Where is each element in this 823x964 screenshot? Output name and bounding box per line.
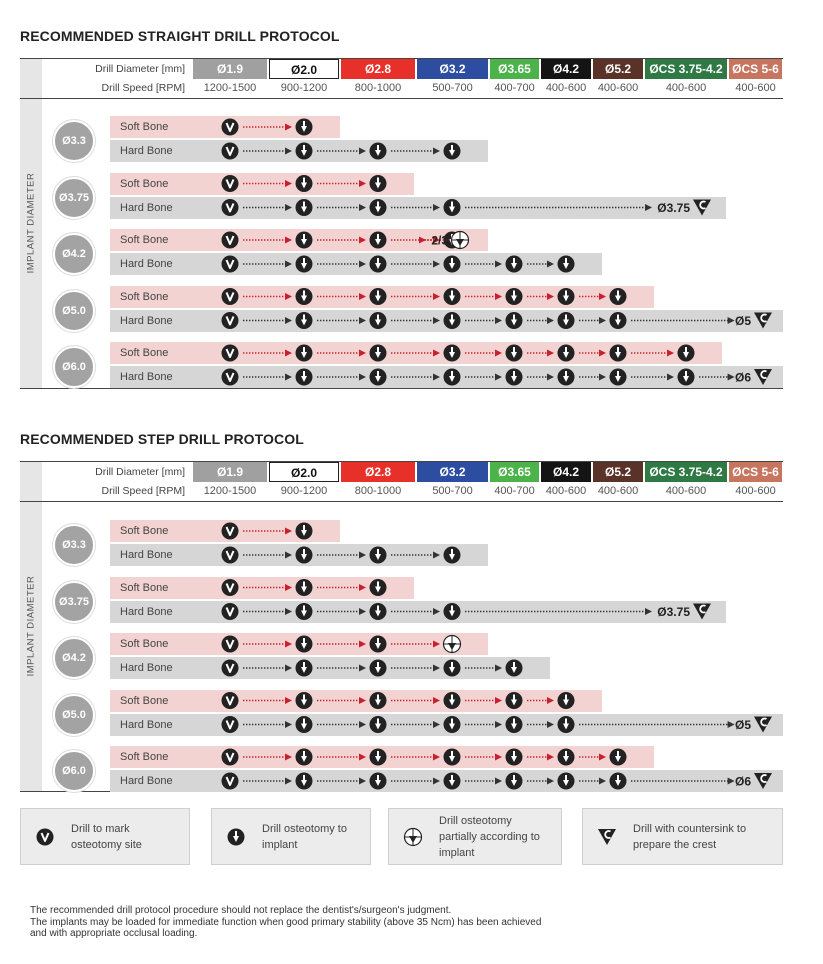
full-drill-icon [296, 660, 313, 677]
legend-text-line: prepare the crest [633, 838, 717, 851]
implant-diameter-badge: Ø3.3 [53, 524, 95, 566]
hard-step-arrow [579, 721, 735, 728]
drill-diameter-2: Ø2.8 [341, 462, 415, 482]
full-drill-icon [558, 773, 575, 790]
footnote [30, 905, 541, 940]
soft-bone-label: Soft Bone [120, 347, 169, 359]
hard-step-arrow [631, 778, 735, 785]
soft-bone-label: Soft Bone [120, 694, 169, 707]
drill-diameter-0: Ø1.9 [193, 59, 267, 79]
drill-speed-6: 400-600 [597, 485, 639, 497]
hard-step-arrow [465, 608, 652, 615]
full-drill-icon [444, 603, 461, 620]
soft-step-arrow [243, 754, 292, 761]
drill-diameter-8: ØCS 5-6 [729, 462, 782, 482]
soft-bone-label: Soft Bone [120, 234, 169, 246]
soft-step-arrow [317, 697, 366, 704]
mark-drill-icon [37, 829, 54, 846]
mark-drill-icon [222, 773, 239, 790]
mark-drill-icon [222, 716, 239, 733]
implant-diameter-badge: Ø3.75 [53, 581, 95, 623]
full-drill-icon [296, 523, 313, 540]
hard-step-arrow [317, 608, 366, 615]
hard-step-arrow [243, 552, 292, 559]
full-drill-icon [444, 660, 461, 677]
full-drill-icon [370, 603, 387, 620]
full-drill-icon [296, 547, 313, 564]
hard-step-arrow [527, 778, 554, 785]
drill-diameter-6: Ø5.2 [593, 59, 643, 79]
drill-speed-8: 400-600 [735, 82, 776, 94]
hard-step-arrow [391, 721, 440, 728]
legend-icon [587, 809, 627, 866]
hard-step-arrow [465, 665, 502, 672]
soft-step-arrow [317, 641, 366, 648]
full-drill-icon [370, 547, 387, 564]
hard-bone-label: Hard Bone [120, 371, 173, 383]
countersink-label: Ø3.75 [657, 605, 690, 619]
full-drill-icon [506, 716, 523, 733]
soft-bone-label: Soft Bone [120, 121, 169, 133]
hard-step-arrow [579, 778, 606, 785]
drill-speed-5: 400-600 [545, 82, 587, 94]
hard-step-arrow [243, 608, 292, 615]
mark-drill-icon [222, 660, 239, 677]
hard-step-arrow [243, 721, 292, 728]
implant-diameter-label: IMPLANT DIAMETER [25, 172, 37, 274]
soft-step-arrow [243, 697, 292, 704]
legend-item [582, 808, 783, 865]
drill-diameter-3: Ø3.2 [417, 462, 488, 482]
footnote-line: The recommended drill protocol procedure should not replace the dentist's/surgeon's judgment. [30, 905, 452, 916]
soft-bone-label: Soft Bone [120, 751, 169, 763]
drill-speed-7: 400-600 [665, 82, 707, 94]
soft-step-arrow [391, 697, 440, 704]
legend-text [633, 821, 746, 853]
hard-step-arrow [243, 778, 292, 785]
soft-step-arrow [243, 528, 292, 535]
countersink-label: Ø5 [734, 718, 751, 732]
drill-speed-8: 400-600 [735, 485, 776, 497]
legend-text [439, 813, 540, 861]
hard-step-arrow [465, 721, 502, 728]
legend-text-line: partially according to [439, 830, 540, 843]
hard-step-arrow [527, 721, 554, 728]
full-drill-icon [370, 716, 387, 733]
drill-speed-5: 400-600 [545, 485, 587, 497]
drill-diameter-4: Ø3.65 [490, 59, 539, 79]
full-drill-icon [444, 773, 461, 790]
legend-icon [25, 809, 65, 866]
countersink-icon [754, 717, 772, 733]
footnote-line: and with appropriate occlusal loading. [30, 928, 198, 939]
drill-diameter-5: Ø4.2 [541, 59, 591, 79]
hard-bone-label: Hard Bone [120, 549, 173, 561]
drill-speed-2: 800-1000 [354, 485, 402, 497]
implant-diameter-badge: Ø5.0 [53, 290, 95, 332]
countersink-icon [598, 829, 616, 845]
mark-drill-icon [222, 523, 239, 540]
implant-diameter-badge: Ø6.0 [53, 346, 95, 388]
full-drill-icon [296, 773, 313, 790]
full-drill-icon [370, 636, 387, 653]
full-drill-icon [370, 660, 387, 677]
partial-drill-icon [405, 829, 422, 846]
footnote-line: The implants may be loaded for immediate function when good primary stability (above 35 Ncm) has been achieved [30, 916, 542, 928]
soft-step-arrow [579, 754, 606, 761]
drill-speed-1: 900-1200 [280, 82, 328, 94]
soft-step-arrow [317, 754, 366, 761]
legend-item [211, 808, 371, 865]
hard-step-arrow [391, 608, 440, 615]
hard-step-arrow [317, 552, 366, 559]
legend-item [20, 808, 190, 865]
legend-text-line: implant [439, 846, 475, 859]
drill-speed-label: Drill Speed [RPM] [101, 485, 185, 497]
drill-speed-0: 1200-1500 [203, 485, 257, 497]
implant-diameter-badge: Ø5.0 [53, 694, 95, 736]
full-drill-icon [610, 749, 627, 766]
implant-diameter-badge: Ø6.0 [53, 750, 95, 792]
full-drill-icon [228, 829, 245, 846]
implant-diameter-badge: Ø4.2 [53, 637, 95, 679]
full-drill-icon [370, 773, 387, 790]
section-title: RECOMMENDED STRAIGHT DRILL PROTOCOL [20, 28, 340, 44]
drill-diameter-8: ØCS 5-6 [729, 59, 782, 79]
mark-drill-icon [222, 579, 239, 596]
full-drill-icon [296, 603, 313, 620]
full-drill-icon [296, 716, 313, 733]
hard-bone-label: Hard Bone [120, 775, 173, 787]
full-drill-icon [610, 773, 627, 790]
legend-text-line: Drill osteotomy to [262, 822, 347, 835]
legend-text-line: implant [262, 838, 298, 851]
full-drill-icon [444, 716, 461, 733]
legend-text-line: Drill osteotomy [439, 814, 512, 827]
hard-step-arrow [391, 778, 440, 785]
drill-diameter-3: Ø3.2 [417, 59, 488, 79]
hard-step-arrow [317, 778, 366, 785]
full-drill-icon [506, 660, 523, 677]
mark-drill-icon [222, 547, 239, 564]
soft-step-arrow [317, 584, 366, 591]
full-drill-icon [370, 579, 387, 596]
full-drill-icon [558, 749, 575, 766]
soft-step-arrow [243, 584, 292, 591]
drill-speed-4: 400-700 [494, 485, 535, 497]
full-drill-icon [296, 749, 313, 766]
full-drill-icon [558, 716, 575, 733]
section-title: RECOMMENDED STEP DRILL PROTOCOL [20, 431, 304, 447]
implant-diameter-label: IMPLANT DIAMETER [25, 575, 37, 677]
drill-diameter-1: Ø2.0 [269, 59, 339, 79]
countersink-label: Ø6 [734, 774, 751, 789]
full-drill-icon [444, 547, 461, 564]
countersink-label: Ø3.75 [657, 201, 690, 215]
drill-diameter-5: Ø4.2 [541, 462, 591, 482]
full-drill-icon [506, 773, 523, 790]
countersink-icon [754, 773, 772, 789]
partial-depth-label: 2/3 [431, 233, 448, 248]
drill-speed-2: 800-1000 [354, 82, 402, 94]
drill-speed-1: 900-1200 [280, 485, 328, 497]
hard-step-arrow [317, 665, 366, 672]
hard-bone-label: Hard Bone [120, 605, 173, 618]
soft-step-arrow [465, 697, 502, 704]
legend-text-line: Drill with countersink to [633, 822, 747, 835]
legend-text [71, 821, 142, 853]
full-drill-icon [506, 749, 523, 766]
full-drill-icon [444, 749, 461, 766]
hard-step-arrow [465, 778, 502, 785]
implant-diameter-badge: Ø4.2 [53, 233, 95, 275]
drill-diameter-2: Ø2.8 [341, 59, 415, 79]
drill-speed-0: 1200-1500 [203, 82, 257, 94]
soft-step-arrow [243, 641, 292, 648]
drill-diameter-label: Drill Diameter [mm] [95, 63, 185, 75]
legend-icon [216, 809, 256, 866]
soft-step-arrow [391, 641, 440, 648]
full-drill-icon [370, 692, 387, 709]
full-drill-icon [444, 692, 461, 709]
soft-bone-label: Soft Bone [120, 581, 169, 594]
legend-text [262, 821, 347, 853]
mark-drill-icon [222, 603, 239, 620]
drill-speed-3: 500-700 [432, 82, 473, 94]
hard-step-arrow [317, 721, 366, 728]
drill-diameter-1: Ø2.0 [269, 462, 339, 482]
legend-item [388, 808, 562, 865]
drill-speed-4: 400-700 [494, 82, 535, 94]
hard-bone-label: Hard Bone [120, 145, 173, 157]
full-drill-icon [296, 692, 313, 709]
drill-speed-6: 400-600 [597, 82, 639, 94]
hard-step-arrow [391, 552, 440, 559]
drill-diameter-6: Ø5.2 [593, 462, 643, 482]
hard-bone-label: Hard Bone [120, 662, 173, 674]
legend-text-line: Drill to mark [71, 822, 130, 835]
drill-speed-3: 500-700 [432, 485, 473, 497]
soft-step-arrow [465, 754, 502, 761]
mark-drill-icon [222, 636, 239, 653]
legend-icon [393, 809, 433, 866]
full-drill-icon [296, 636, 313, 653]
hard-bone-label: Hard Bone [120, 201, 173, 214]
implant-diameter-badge: Ø3.3 [53, 120, 95, 162]
drill-speed-7: 400-600 [665, 485, 707, 497]
countersink-label: Ø5 [734, 314, 751, 328]
full-drill-icon [558, 692, 575, 709]
soft-step-arrow [391, 754, 440, 761]
drill-diameter-7: ØCS 3.75-4.2 [645, 462, 727, 482]
soft-bone-label: Soft Bone [120, 525, 169, 537]
drill-diameter-label: Drill Diameter [mm] [95, 466, 185, 478]
soft-bone-label: Soft Bone [120, 290, 169, 303]
hard-bone-label: Hard Bone [120, 314, 173, 327]
mark-drill-icon [222, 692, 239, 709]
soft-step-arrow [527, 754, 554, 761]
mark-drill-icon [222, 749, 239, 766]
drill-speed-label: Drill Speed [RPM] [101, 82, 185, 94]
soft-bone-label: Soft Bone [120, 177, 169, 190]
full-drill-icon [296, 579, 313, 596]
soft-bone-label: Soft Bone [120, 638, 169, 650]
full-drill-icon [370, 749, 387, 766]
hard-bone-label: Hard Bone [120, 258, 173, 270]
hard-step-arrow [391, 665, 440, 672]
drill-diameter-0: Ø1.9 [193, 462, 267, 482]
countersink-icon [693, 604, 711, 620]
drill-diameter-4: Ø3.65 [490, 462, 539, 482]
countersink-label: Ø6 [734, 370, 751, 385]
partial-drill-icon [444, 636, 461, 653]
full-drill-icon [506, 692, 523, 709]
implant-diameter-badge: Ø3.75 [53, 177, 95, 219]
hard-step-arrow [243, 665, 292, 672]
drill-diameter-7: ØCS 3.75-4.2 [645, 59, 727, 79]
legend-text-line: osteotomy site [71, 838, 142, 851]
hard-bone-label: Hard Bone [120, 718, 173, 731]
soft-step-arrow [527, 697, 554, 704]
